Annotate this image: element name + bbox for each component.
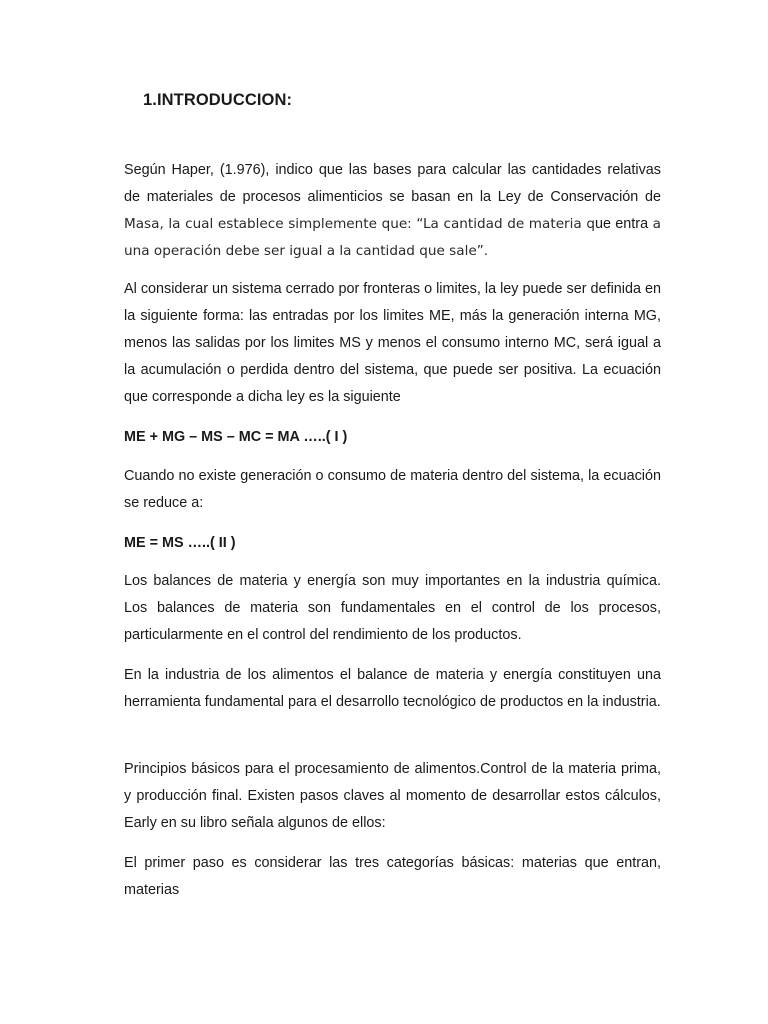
paragraph-line-segment: a [648,216,662,232]
section-heading: 1.INTRODUCCION: [143,91,293,109]
paragraph-primer-paso: El primer paso es considerar las tres categorías básicas: materias que entran, materias [124,855,661,898]
paragraph-line-segment: ue entra [594,216,649,232]
paragraph-principios-basicos: Principios básicos para el procesamiento de alimentos.Control de la materia prima, y producción final. Existen pasos claves al momento de desarrollar estos cálculos, Early en su libro señala algunos de ellos: [124,761,661,831]
equation-general: ME + MG – MS – MC = MA …..( I ) [124,429,348,445]
paragraph-ley-conservacion [124,157,661,265]
paragraph-line-segment: Masa, la cual establece simplemente que: “La cantidad de materia q [124,216,595,232]
paragraph-balances-importancia: Los balances de materia y energía son muy importantes en la industria química. Los balances de materia son fundamentales en el control de los procesos, particularmente en el control del rendimiento de los productos. [124,573,661,643]
paragraph-sin-generacion: Cuando no existe generación o consumo de materia dentro del sistema, la ecuación se reduce a: [124,468,661,511]
paragraph-industria-alimentos: En la industria de los alimentos el balance de materia y energía constituyen una herramienta fundamental para el desarrollo tecnológico de productos en la industria. [124,667,661,710]
paragraph-sistema-cerrado: Al considerar un sistema cerrado por fronteras o limites, la ley puede ser definida en la siguiente forma: las entradas por los limites ME, más la generación interna MG, menos las salidas por los limites MS y menos el consumo interno MC, será igual a la acumulación o perdida dentro del sistema, que puede ser positiva. La ecuación que corresponde a dicha ley es la siguiente [124,281,661,405]
paragraph-line [124,211,661,238]
paragraph-line: una operación debe ser igual a la cantidad que sale”. [124,243,489,259]
equation-reducida: ME = MS …..( II ) [124,535,236,551]
paragraph-line: de materiales de procesos alimenticios se basan en la Ley de Conservación de [124,189,661,205]
paragraph-line: Según Haper, (1.976), indico que las bases para calcular las cantidades relativas [124,162,661,178]
